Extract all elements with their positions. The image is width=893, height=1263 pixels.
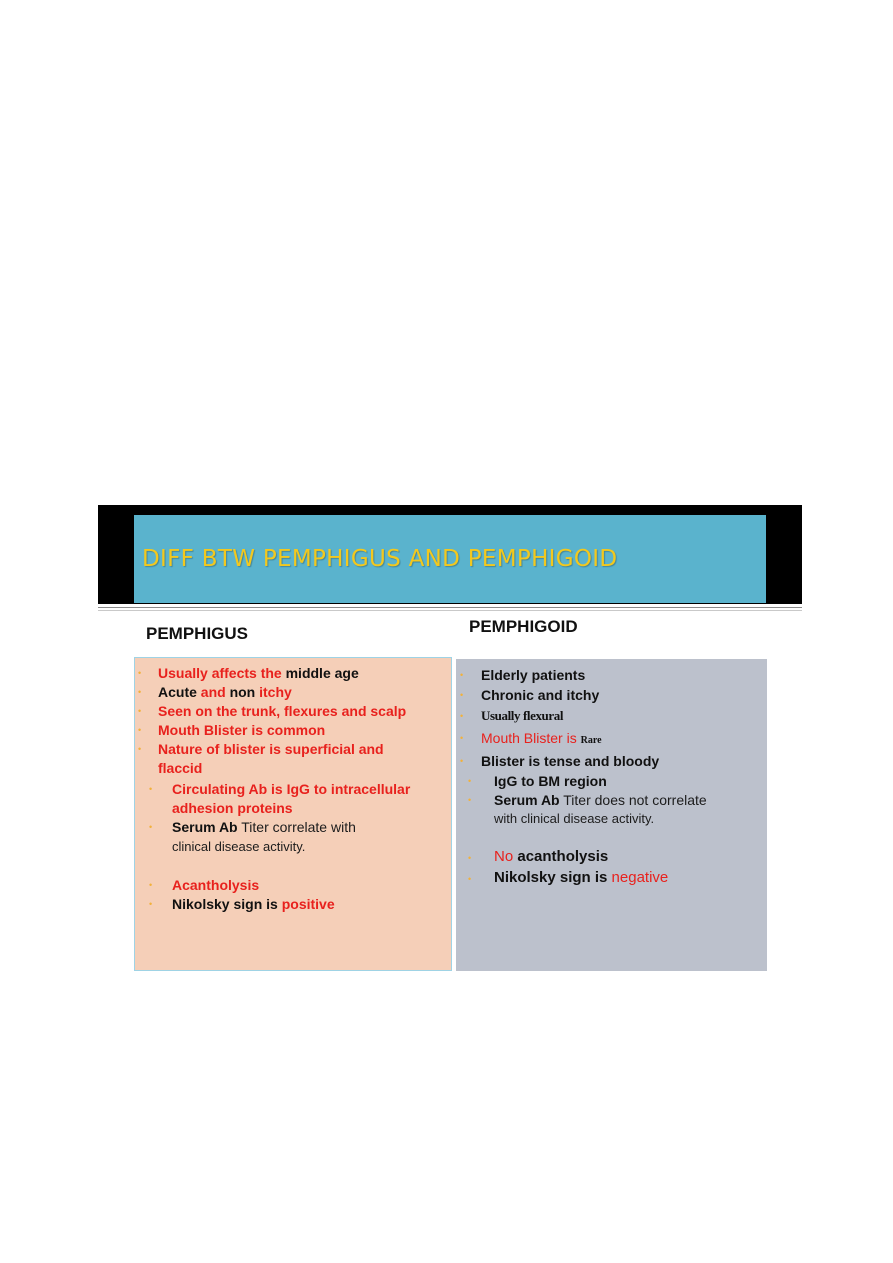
pemphigoid-item-acantholysis xyxy=(494,848,608,866)
text-red: and xyxy=(196,684,230,700)
divider-line-light xyxy=(98,610,802,611)
pemphigus-item-mouth: Mouth Blister is common xyxy=(158,722,326,738)
bullet-icon: • xyxy=(468,776,472,786)
text-black: Serum Ab xyxy=(172,819,238,835)
text-black: Nikolsky sign is xyxy=(172,896,282,912)
pemphigus-panel xyxy=(134,657,452,971)
text-red: negative xyxy=(611,869,669,886)
text-black: Nikolsky sign is xyxy=(494,869,612,886)
bullet-icon: • xyxy=(149,784,153,794)
text-red: itchy xyxy=(255,684,292,700)
text-black: Serum Ab xyxy=(494,792,560,808)
bullet-icon: • xyxy=(468,795,472,805)
text-red: positive xyxy=(281,896,335,912)
bullet-icon: • xyxy=(138,687,142,697)
bullet-icon: • xyxy=(460,711,464,721)
pemphigus-item-antibody-cont: adhesion proteins xyxy=(172,800,293,816)
pemphigoid-item-age: Elderly patients xyxy=(481,667,586,683)
divider-line xyxy=(98,607,802,608)
text-normal: Titer correlate with xyxy=(237,819,356,835)
pemphigoid-item-mouth xyxy=(481,729,602,750)
bullet-icon: • xyxy=(149,880,153,890)
title-box xyxy=(134,515,766,603)
bullet-icon: • xyxy=(138,744,142,754)
pemphigus-heading: PEMPHIGUS xyxy=(146,624,249,643)
bullet-icon: • xyxy=(468,874,472,884)
pemphigoid-item-blister: Blister is tense and bloody xyxy=(481,753,660,769)
slide-title: DIFF BTW PEMPHIGUS AND PEMPHIGOID xyxy=(142,546,618,572)
text-red: Mouth Blister is xyxy=(481,730,581,746)
slide xyxy=(98,505,802,985)
pemphigoid-heading: PEMPHIGOID xyxy=(469,617,578,636)
bullet-icon: • xyxy=(138,668,142,678)
pemphigus-item-onset xyxy=(158,683,292,701)
bullet-icon: • xyxy=(149,899,153,909)
pemphigus-item-acantholysis: Acantholysis xyxy=(172,877,260,893)
pemphigus-item-nikolsky xyxy=(172,895,335,913)
pemphigoid-item-site: Usually flexural xyxy=(481,708,564,723)
bullet-icon: • xyxy=(460,756,464,766)
text-red: Usually affects the xyxy=(158,665,282,681)
slide-header xyxy=(98,505,802,604)
pemphigus-item-antibody: Circulating Ab is IgG to intracellular xyxy=(172,781,411,797)
pemphigus-item-nature: Nature of blister is superficial and xyxy=(158,741,384,757)
pemphigus-item-titer-cont: clinical disease activity. xyxy=(172,839,306,854)
pemphigoid-item-titer-cont: with clinical disease activity. xyxy=(494,811,655,826)
pemphigoid-item-nikolsky xyxy=(494,869,668,887)
pemphigus-item-nature-cont: flaccid xyxy=(158,760,203,776)
pemphigoid-panel xyxy=(456,659,767,971)
text-black: Acute xyxy=(158,684,197,700)
bullet-icon: • xyxy=(149,822,153,832)
bullet-icon: • xyxy=(138,706,142,716)
bullet-icon: • xyxy=(460,733,464,743)
text-black: acantholysis xyxy=(513,848,609,865)
bullet-icon: • xyxy=(460,670,464,680)
text-red: No xyxy=(494,848,514,865)
text-tiny: Rare xyxy=(580,735,602,746)
pemphigus-item-titer xyxy=(172,818,356,836)
text-normal: Titer does not correlate xyxy=(559,792,707,808)
bullet-icon: • xyxy=(138,725,142,735)
pemphigoid-item-titer xyxy=(494,791,707,809)
text-black: middle age xyxy=(281,665,359,681)
text-black: non xyxy=(229,684,256,700)
pemphigus-item-age xyxy=(158,664,359,682)
pemphigus-item-site: Seen on the trunk, flexures and scalp xyxy=(158,703,407,719)
pemphigoid-item-igg: IgG to BM region xyxy=(494,773,607,789)
pemphigoid-item-onset: Chronic and itchy xyxy=(481,687,600,703)
bullet-icon: • xyxy=(460,690,464,700)
bullet-icon: • xyxy=(468,853,472,863)
